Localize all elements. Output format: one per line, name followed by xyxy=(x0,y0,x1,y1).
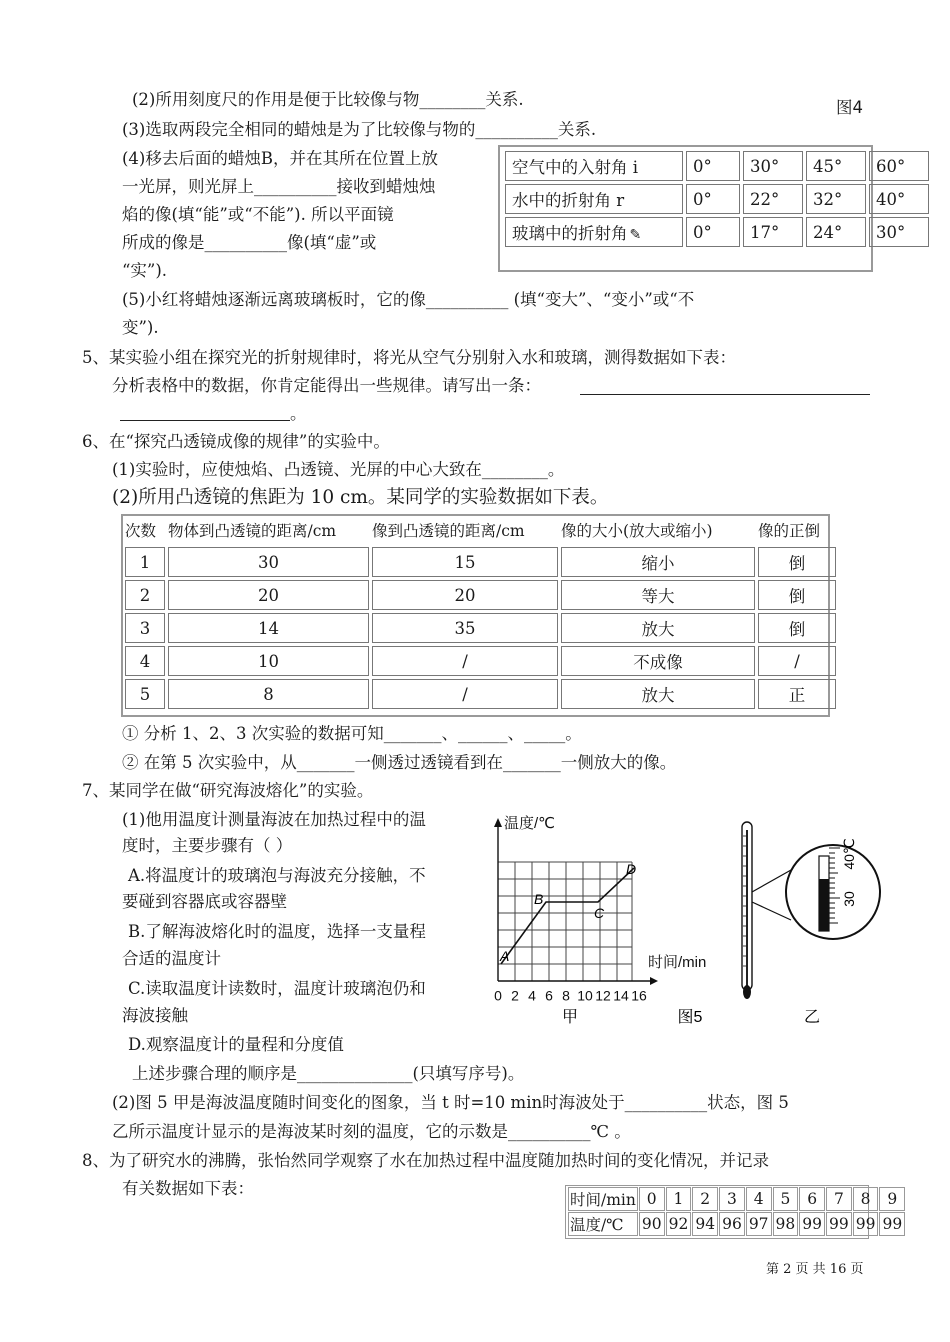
label-jia: 甲 xyxy=(561,1009,579,1026)
lens-table-cell: 倒 xyxy=(758,547,836,577)
refraction-cell: 17° xyxy=(743,217,803,247)
table-header-cell: 像的大小(放大或缩小) xyxy=(561,522,713,540)
lens-table-cell: 等大 xyxy=(561,580,755,610)
q5-line2: 分析表格中的数据，你肯定能得出一些规律。请写出一条： xyxy=(112,376,541,395)
lens-table-cell: / xyxy=(758,646,836,676)
melting-graph xyxy=(494,814,706,1004)
lens-table-cell: 3 xyxy=(125,613,165,643)
lens-table-cell: 1 xyxy=(125,547,165,577)
x-tick-label: 10 xyxy=(577,987,593,1004)
refraction-table xyxy=(502,148,932,250)
x-tick-label: 2 xyxy=(511,987,519,1004)
q7-part2-line2: 乙所示温度计显示的是海波某时刻的温度，它的示数是__________℃ 。 xyxy=(112,1122,631,1141)
refraction-cell: 30° xyxy=(869,217,929,247)
q7-option-a-cont: 要碰到容器底或容器壁 xyxy=(122,892,287,911)
lens-table-cell: 20 xyxy=(372,580,558,610)
q4-part4-line: 所成的像是__________像(填“虚”或 xyxy=(122,233,377,252)
boiling-table-cell: 99 xyxy=(853,1212,879,1236)
boiling-data-table xyxy=(567,1186,906,1237)
boiling-table-cell: 98 xyxy=(773,1212,799,1236)
table-header-row xyxy=(125,516,836,544)
lens-table-cell: 14 xyxy=(168,613,369,643)
boiling-table-cell: 4 xyxy=(746,1187,772,1211)
boiling-table-cell: 96 xyxy=(719,1212,745,1236)
q7-part1-line: 度时，主要步骤有（ ） xyxy=(122,836,293,855)
q7-option-a: A.将温度计的玻璃泡与海波充分接触，不 xyxy=(128,866,426,885)
boiling-table-cell: 99 xyxy=(799,1212,825,1236)
table-header-cell: 像的正倒 xyxy=(758,522,821,540)
refraction-cell: 水中的折射角 r xyxy=(505,184,683,214)
graph-x-label: 时间/min xyxy=(648,954,707,971)
refraction-cell: 空气中的入射角 i xyxy=(505,151,683,181)
table-row xyxy=(125,646,836,676)
x-tick-label: 12 xyxy=(595,987,611,1004)
table-row xyxy=(568,1187,905,1211)
lens-table-cell: 放大 xyxy=(561,613,755,643)
q7-option-b: B.了解海波熔化时的温度，选择一支量程 xyxy=(128,922,426,941)
table-row xyxy=(568,1212,905,1236)
x-tick-label: 16 xyxy=(631,987,647,1004)
boiling-table-cell: 97 xyxy=(746,1212,772,1236)
table-header-cell: 物体到凸透镜的距离/cm xyxy=(168,522,337,540)
boiling-table-cell: 92 xyxy=(666,1212,692,1236)
table-row xyxy=(505,151,929,181)
q4-part2: (2)所用刻度尺的作用是便于比较像与物________关系. xyxy=(132,90,524,109)
lens-table-cell: 2 xyxy=(125,580,165,610)
boiling-table-cell: 94 xyxy=(692,1212,718,1236)
x-tick-label: 6 xyxy=(545,987,553,1004)
boiling-table-cell: 8 xyxy=(853,1187,879,1211)
boiling-table-cell: 99 xyxy=(826,1212,852,1236)
boiling-table-cell: 7 xyxy=(826,1187,852,1211)
boiling-table-cell: 2 xyxy=(692,1187,718,1211)
lens-table-cell: 倒 xyxy=(758,613,836,643)
q4-part4-line: 焰的像(填“能”或“不能”). 所以平面镜 xyxy=(122,205,394,224)
boiling-table-cell: 3 xyxy=(719,1187,745,1211)
lens-table-cell: 35 xyxy=(372,613,558,643)
refraction-cell: 22° xyxy=(743,184,803,214)
point-a-label: A xyxy=(500,948,510,964)
table-header-cell: 像到凸透镜的距离/cm xyxy=(372,522,525,540)
q8-line2: 有关数据如下表： xyxy=(122,1179,254,1198)
mercury-column xyxy=(819,879,829,931)
point-c-label: C xyxy=(594,905,605,921)
graph-y-label: 温度/℃ xyxy=(504,815,556,832)
boiling-table-cell: 5 xyxy=(773,1187,799,1211)
table-row xyxy=(125,547,836,577)
q7-option-d: D.观察温度计的量程和分度值 xyxy=(128,1035,344,1054)
refraction-cell: 45° xyxy=(806,151,866,181)
q7-order: 上述步骤合理的顺序是______________(只填写序号)。 xyxy=(132,1064,525,1083)
lens-table-cell: 倒 xyxy=(758,580,836,610)
table-row xyxy=(125,580,836,610)
thermometer-40-label: 40℃ xyxy=(841,838,857,870)
q4-part4-line: 一光屏，则光屏上__________接收到蜡烛烛 xyxy=(122,177,436,196)
boiling-table-cell: 99 xyxy=(879,1212,905,1236)
q4-part4-line: (4)移去后面的蜡烛B，并在其所在位置上放 xyxy=(122,149,438,168)
magnified-scale xyxy=(786,845,880,939)
lens-table-cell: / xyxy=(372,679,558,709)
q6-part2: (2)所用凸透镜的焦距为 10 cm。某同学的实验数据如下表。 xyxy=(112,487,609,508)
q4-part3: (3)选取两段完全相同的蜡烛是为了比较像与物的__________关系. xyxy=(122,120,597,139)
refraction-cell: 0° xyxy=(686,151,740,181)
q7-option-b-cont: 合适的温度计 xyxy=(122,949,221,968)
boiling-table-cell: 6 xyxy=(799,1187,825,1211)
thermometer xyxy=(742,822,880,999)
boiling-table-cell: 90 xyxy=(639,1212,665,1236)
lens-table-cell: 放大 xyxy=(561,679,755,709)
boiling-table-cell: 0 xyxy=(639,1187,665,1211)
pencil-icon: ✎ xyxy=(629,227,642,243)
boiling-table-cell: 9 xyxy=(879,1187,905,1211)
answer-blank-line xyxy=(120,420,290,421)
q7-line1: 7、某同学在做“研究海波熔化”的实验。 xyxy=(82,781,374,800)
q7-option-c-cont: 海波接触 xyxy=(122,1006,188,1025)
refraction-cell: 24° xyxy=(806,217,866,247)
label-yi: 乙 xyxy=(803,1009,821,1026)
q4-part5-line1: (5)小红将蜡烛逐渐远离玻璃板时，它的像__________ (填“变大”、“变小”或“不 xyxy=(122,290,695,309)
refraction-cell: 0° xyxy=(686,184,740,214)
q8-line1: 8、为了研究水的沸腾，张怡然同学观察了水在加热过程中温度随加热时间的变化情况，并记录 xyxy=(82,1151,769,1170)
refraction-cell: 0° xyxy=(686,217,740,247)
row-label-cell: 时间/min xyxy=(568,1187,638,1211)
q5-end-mark: 。 xyxy=(290,404,307,423)
lens-table-cell: 5 xyxy=(125,679,165,709)
table-row xyxy=(505,184,929,214)
lens-table-cell: 20 xyxy=(168,580,369,610)
lens-table-cell: 8 xyxy=(168,679,369,709)
q6-analysis-2: ② 在第 5 次实验中，从_______一侧透过透镜看到在_______一侧放大的像。 xyxy=(122,753,677,772)
q4-part5-line2: 变”). xyxy=(122,318,159,337)
lens-table-cell: 不成像 xyxy=(561,646,755,676)
refraction-cell: 玻璃中的折射角 ✎ xyxy=(505,217,683,247)
x-tick-label: 4 xyxy=(528,987,536,1004)
q6-analysis-1: ① 分析 1、2、3 次实验的数据可知_______、______、_____。 xyxy=(122,724,582,743)
boiling-table-cell: 1 xyxy=(666,1187,692,1211)
q7-part1-line: (1)他用温度计测量海波在加热过程中的温 xyxy=(122,810,426,829)
q5-line1: 5、某实验小组在探究光的折射规律时，将光从空气分别射入水和玻璃，测得数据如下表： xyxy=(82,348,736,367)
lens-table-cell: 缩小 xyxy=(561,547,755,577)
figure-4-label: 图4 xyxy=(836,98,863,117)
refraction-cell: 30° xyxy=(743,151,803,181)
x-tick-label: 8 xyxy=(562,987,570,1004)
refraction-cell: 40° xyxy=(869,184,929,214)
q6-part1: (1)实验时，应使烛焰、凸透镜、光屏的中心大致在________。 xyxy=(112,460,565,479)
table-row xyxy=(125,613,836,643)
table-row xyxy=(505,217,929,247)
lens-table-cell: 正 xyxy=(758,679,836,709)
x-tick-label: 14 xyxy=(613,987,629,1004)
x-tick-label: 0 xyxy=(494,987,502,1004)
temperature-curve xyxy=(501,868,634,964)
lens-table-cell: 15 xyxy=(372,547,558,577)
table-header-cell: 次数 xyxy=(125,522,157,540)
answer-blank-line xyxy=(580,394,870,395)
lens-data-table xyxy=(122,513,839,712)
figure-5 xyxy=(488,806,888,1030)
figure-5-label: 图5 xyxy=(677,1009,703,1026)
point-b-label: B xyxy=(534,891,544,907)
page-footer: 第 2 页 共 16 页 xyxy=(766,1262,864,1277)
row-label-cell: 温度/℃ xyxy=(568,1212,638,1236)
q6-line1: 6、在“探究凸透镜成像的规律”的实验中。 xyxy=(82,432,390,451)
lens-table-cell: / xyxy=(372,646,558,676)
lens-table-cell: 10 xyxy=(168,646,369,676)
thermometer-30-label: 30 xyxy=(841,891,857,907)
lens-table-cell: 4 xyxy=(125,646,165,676)
refraction-cell: 60° xyxy=(869,151,929,181)
lens-table-cell: 30 xyxy=(168,547,369,577)
point-d-label: D xyxy=(626,861,637,877)
q7-option-c: C.读取温度计读数时，温度计玻璃泡仍和 xyxy=(128,979,426,998)
table-row xyxy=(125,679,836,709)
q7-part2-line1: (2)图 5 甲是海波温度随时间变化的图象，当 t 时=10 min时海波处于__________状态，图 5 xyxy=(112,1093,789,1112)
q4-part4-line: “实”). xyxy=(122,261,168,280)
refraction-cell: 32° xyxy=(806,184,866,214)
